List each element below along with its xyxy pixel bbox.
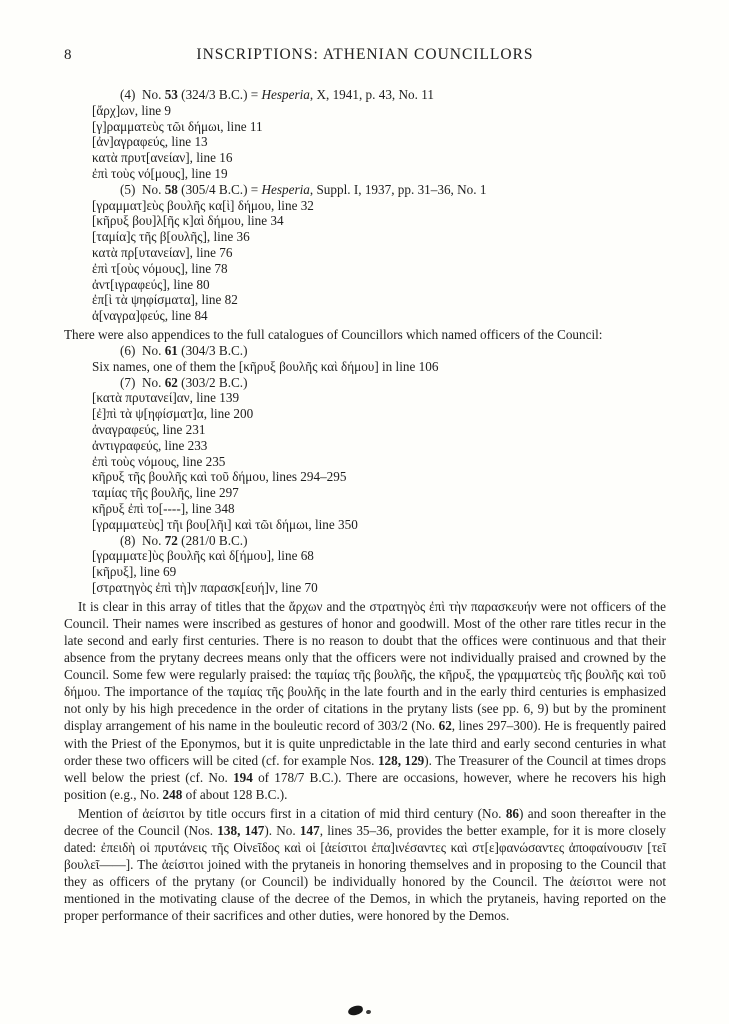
catalog-entry-line: ἐπὶ τοὺς νό[μους], line 19 <box>92 165 228 181</box>
scan-artifact <box>347 1005 363 1016</box>
catalog-entry-line: κῆρυξ ἐπὶ το[----], line 348 <box>92 501 235 517</box>
page-number: 8 <box>64 47 72 63</box>
catalog-entry-line: ἐπ[ὶ τὰ ψηφίσματα], line 82 <box>92 292 238 308</box>
text-run: (304/3 B.C.) <box>177 343 248 359</box>
text-run: (5) No. <box>120 181 165 197</box>
page-title: INSCRIPTIONS: ATHENIAN COUNCILLORS <box>196 46 534 63</box>
text-run: 58 <box>164 181 178 197</box>
catalog-entry-line: ἀναγραφεύς, line 231 <box>92 422 206 438</box>
catalog-entry-line: ἀντιγραφεύς, line 233 <box>92 437 208 453</box>
catalog-entry-line: ἐπὶ τ[οὺς νόμους], line 78 <box>92 260 228 276</box>
text-run: Mention of ἀείσιτοι by title occurs first in a citation of mid third century (No. <box>78 805 506 821</box>
text-run: , X, 1941, p. 43, No. 11 <box>309 87 434 102</box>
catalog-entry-heading <box>64 343 666 359</box>
catalog-entry-line: [κατὰ πρυτανεί]αν, line 139 <box>92 390 240 406</box>
text-block <box>64 87 670 925</box>
text-run: 62 <box>438 718 452 734</box>
text-run: , Suppl. I, 1937, pp. 31–36, No. 1 <box>309 181 487 197</box>
text-run: (7) No. <box>120 374 165 390</box>
catalog-entry-line: [ταμία]ς τῆς β[ουλῆς], line 36 <box>92 229 250 245</box>
page-header <box>64 46 666 66</box>
catalog-entry-line: ἐπὶ τοὺς νόμους, line 235 <box>92 453 226 469</box>
catalog-entry-line: [γραμματε]ὺς βουλῆς καὶ δ[ήμου], line 68 <box>92 548 314 564</box>
text-run: 138, 147 <box>217 823 265 839</box>
scan-artifact-dot <box>366 1010 372 1015</box>
catalog-entry-line: Six names, one of them the [κῆρυξ βουλῆς καὶ δήμου] in line 106 <box>92 358 439 374</box>
text-run: Hesperia <box>261 181 310 197</box>
text-run: 53 <box>164 87 178 102</box>
catalog-entry-line: [γραμματεὺς] τῆι βου[λῆι] καὶ τῶι δήμωι, line 350 <box>92 516 358 532</box>
text-run: of about 128 B.C.). <box>182 786 288 802</box>
text-run: (4) No. <box>120 87 165 102</box>
text-run: There were also appendices to the full catalogues of Councillors which named officers of the Council: <box>64 326 603 342</box>
text-run: It is clear in this array of titles that the ἄρχων and the στρατηγὸς ἐπὶ τὴν παρασκευήν were not officers of the Council. Their names were inscribed as gestures of honor and goodwill. Most of the other rare titles recur in the late second and early first centuries. There is no reason to doubt that the offices were continuous and that their absence from the prytany decrees means only that the officers were not individually praised and crowned by the Council. Some few were regularly praised: the ταμίας τῆς βουλῆς, the κῆρυξ, the γραμματεὺς τῆς βουλῆς καὶ τοῦ δήμου. The importance of the ταμίας τῆς βουλῆς in the late fourth and in the early third centuries is emphasized not only by his high precedence in the order of citations in the prytany lists (see pp. 6, 9) but by the prominent display arrangement of his name in the bouleutic record of 303/2 (No. <box>64 598 670 734</box>
text-run: 194 <box>233 769 253 785</box>
text-run: (6) No. <box>120 343 165 359</box>
catalog-entry-heading <box>64 533 666 549</box>
catalog-entry-line: [στρατηγὸς ἐπὶ τὴ]ν παρασκ[ευή]ν, line 70 <box>92 580 318 595</box>
text-run: ). No. <box>264 823 300 839</box>
text-run: (305/4 B.C.) = <box>177 181 262 197</box>
text-run: (303/2 B.C.) <box>177 374 248 390</box>
paragraph <box>64 326 666 343</box>
text-run: 72 <box>164 532 178 548</box>
catalog-entry-line: [κῆρυξ βου]λ[ῆς κ]αὶ δήμου, line 34 <box>92 213 284 229</box>
catalog-entry-line: [γραμματ]εὺς βουλῆς κα[ὶ] δήμου, line 32 <box>92 197 314 213</box>
text-run: , lines 35–36, provides the better example, for it is more closely dated: ἐπειδὴ οἱ πρυτάνεις τῆς Οἰνεῖδος καὶ οἱ [ἀείσιτοι ἐπα]ινέσαντες καὶ στ[ε]φανώσαντες ἀποφαίνουσιν [τεῖ βουλεῖ——]. The ἀείσιτοι joined with the prytaneis in honoring themselves and in proposing to the Council that they as officers of the prytany (or Council) be individually honored by the Council. The ἀείσιτοι were not mentioned in the motivating clause of the decree of the Demos, in which the prytaneis, having reported on the proper performance of their sacrifices and other duties, were honored by the Demos. <box>64 823 670 924</box>
catalog-entry-line: ταμίας τῆς βουλῆς, line 297 <box>92 485 239 501</box>
paragraph <box>64 598 670 803</box>
catalog-entry-line: [ἄρχ]ων, line 9 <box>92 102 172 118</box>
text-run: (324/3 B.C.) = <box>177 87 262 102</box>
catalog-entry-line: κῆρυξ τῆς βουλῆς καὶ τοῦ δήμου, lines 294–295 <box>92 469 347 485</box>
text-run: 86 <box>505 805 520 821</box>
text-run: (281/0 B.C.) <box>177 532 248 548</box>
catalog-entry-heading <box>64 87 666 103</box>
catalog-entry-line: κατὰ πρυτ[ανείαν], line 16 <box>92 150 233 166</box>
paragraph <box>64 805 670 925</box>
text-run: 128, 129 <box>377 752 425 768</box>
catalog-entry-heading <box>64 182 666 198</box>
catalog-entry-line: [ἐ]πὶ τὰ ψ[ηφίσματ]α, line 200 <box>92 406 254 422</box>
text-run: Hesperia <box>261 87 310 102</box>
text-run: ). The Treasurer of the Council at times drops well below the priest (cf. No. <box>64 752 670 785</box>
catalog-entry-line: ἀ[ναγρα]φεύς, line 84 <box>92 308 208 324</box>
text-run: 248 <box>162 786 183 802</box>
text-run: 147 <box>299 823 320 839</box>
text-run: ) and soon thereafter in the decree of the Council (Nos. <box>64 805 670 839</box>
text-run: (8) No. <box>120 532 165 548</box>
catalog-entry-line: [κῆρυξ], line 69 <box>92 564 177 580</box>
text-run: of 178/7 B.C.). There are occasions, however, where he recovers his high position (e.g., No. <box>64 769 670 802</box>
text-run: 61 <box>164 343 178 359</box>
catalog-entry-heading <box>64 375 666 391</box>
catalog-entry-line: [γ]ραμματεὺς τῶι δήμωι, line 11 <box>92 118 263 134</box>
text-run: , lines 297–300). He is frequently paired with the Priest of the Eponymos, but it is quite unpredictable in the late third and early second centuries in what order these two officers will be cited (cf. for example Nos. <box>64 718 670 768</box>
text-run: 62 <box>164 374 178 390</box>
catalog-entry-line: κατὰ πρ[υτανείαν], line 76 <box>92 244 233 260</box>
catalog-entry-line: [ἀν]αγραφεύς, line 13 <box>92 134 208 150</box>
catalog-entry-line: ἀντ[ιγραφεύς], line 80 <box>92 276 210 292</box>
